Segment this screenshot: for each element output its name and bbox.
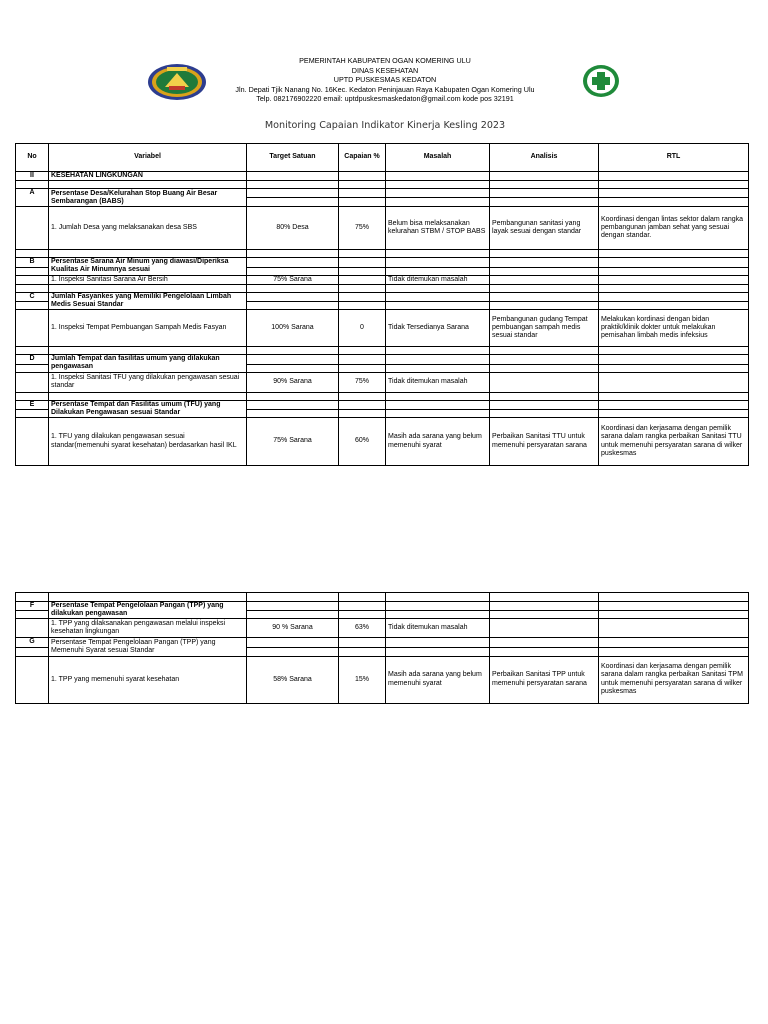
target-value: 75% Sarana bbox=[247, 275, 339, 284]
letterhead bbox=[200, 56, 570, 104]
indicator-item: 1. Inspeksi Sanitasi Sarana Air Bersih bbox=[49, 275, 247, 284]
group-title-row bbox=[16, 292, 749, 301]
section-number: II bbox=[16, 172, 49, 181]
capaian-value bbox=[339, 275, 386, 284]
group-title-row bbox=[16, 602, 749, 611]
rtl-text: Melakukan kordinasi dengan bidan praktik/klinik dokter untuk melakukan pemisahan limbah medis infeksius bbox=[599, 310, 749, 347]
table-row bbox=[16, 418, 749, 466]
capaian-value: 75% bbox=[339, 372, 386, 392]
group-title: Jumlah Fasyankes yang Memiliki Pengelolaan Limbah Medis Sesuai Standar bbox=[49, 292, 247, 309]
group-title: Jumlah Tempat dan fasilitas umum yang dilakukan pengawasan bbox=[49, 355, 247, 372]
capaian-value: 60% bbox=[339, 418, 386, 466]
group-title: Persentase Sarana Air Minum yang diawasi/Diperiksa Kualitas Air Minumnya sesuai bbox=[49, 258, 247, 275]
analisis-text: Pembangunan gudang Tempat pembuangan sampah medis sesuai standar bbox=[490, 310, 599, 347]
column-header: No bbox=[16, 144, 49, 172]
analisis-text: Perbaikan Sanitasi TTU untuk memenuhi persyaratan sarana bbox=[490, 418, 599, 466]
group-number: C bbox=[16, 292, 49, 301]
table-header-row bbox=[16, 144, 749, 172]
rtl-text: Koordinasi dengan lintas sektor dalam rangka pembangunan jamban sehat yang sesuai dengan standar. bbox=[599, 207, 749, 250]
analisis-text bbox=[490, 275, 599, 284]
group-title: Persentase Tempat Pengelolaan Pangan (TPP) yang dilakukan pengawasan bbox=[49, 602, 247, 619]
group-title-row bbox=[16, 189, 749, 198]
group-title-row bbox=[16, 258, 749, 267]
group-number: B bbox=[16, 258, 49, 267]
target-value: 75% Sarana bbox=[247, 418, 339, 466]
table-row bbox=[16, 619, 749, 638]
letterhead-line: DINAS KESEHATAN bbox=[351, 65, 419, 75]
group-title-row bbox=[16, 355, 749, 364]
masalah-text: Tidak Tersedianya Sarana bbox=[386, 310, 490, 347]
column-header: Masalah bbox=[386, 144, 490, 172]
group-number: G bbox=[16, 638, 49, 647]
table-row bbox=[16, 275, 749, 284]
masalah-text: Masih ada sarana yang belum memenuhi syarat bbox=[386, 418, 490, 466]
indicator-item: 1. TPP yang dilaksanakan pengawasan melalui inspeksi kesehatan lingkungan bbox=[49, 619, 247, 638]
column-header: RTL bbox=[599, 144, 749, 172]
analisis-text bbox=[490, 372, 599, 392]
masalah-text: Tidak ditemukan masalah bbox=[386, 619, 490, 638]
column-header: Target Satuan bbox=[247, 144, 339, 172]
group-number: A bbox=[16, 189, 49, 207]
document-title: Monitoring Capaian Indikator Kinerja Kesling 2023 bbox=[264, 120, 506, 131]
capaian-value: 63% bbox=[339, 619, 386, 638]
group-title-row bbox=[16, 638, 749, 647]
letterhead-line: UPTD PUSKESMAS KEDATON bbox=[333, 75, 437, 85]
indicator-table bbox=[15, 143, 749, 466]
masalah-text: Masih ada sarana yang belum memenuhi syarat bbox=[386, 656, 490, 703]
analisis-text bbox=[490, 619, 599, 638]
masalah-text: Tidak ditemukan masalah bbox=[386, 372, 490, 392]
indicator-item: 1. Jumlah Desa yang melaksanakan desa SBS bbox=[49, 207, 247, 250]
rtl-text: Koordinasi dan kerjasama dengan pemilik sarana dalam rangka perbaikan Sanitasi TPM untuk memenuhi persyaratan sarana di wilker puskesmas bbox=[599, 656, 749, 703]
table-row bbox=[16, 372, 749, 392]
indicator-item: 1. TFU yang dilakukan pengawasan sesuai standar(memenuhi syarat kesehatan) berdasarkan hasil IKL bbox=[49, 418, 247, 466]
group-number: D bbox=[16, 355, 49, 364]
target-value: 100% Sarana bbox=[247, 310, 339, 347]
table-row bbox=[16, 310, 749, 347]
column-header: Capaian % bbox=[339, 144, 386, 172]
rtl-text bbox=[599, 275, 749, 284]
column-header: Variabel bbox=[49, 144, 247, 172]
indicator-table-continued bbox=[15, 592, 749, 704]
green-cross-icon bbox=[582, 64, 620, 98]
target-value: 58% Sarana bbox=[247, 656, 339, 703]
group-number: E bbox=[16, 400, 49, 409]
analisis-text: Perbaikan Sanitasi TPP untuk memenuhi persyaratan sarana bbox=[490, 656, 599, 703]
letterhead-line: Jln. Depati Tjik Nanang No. 16Kec. Kedaton Peninjauan Raya Kabupaten Ogan Komering Ulu bbox=[235, 84, 535, 94]
indicator-item: 1. TPP yang memenuhi syarat kesehatan bbox=[49, 656, 247, 703]
capaian-value: 0 bbox=[339, 310, 386, 347]
group-title: Persentase Desa/Kelurahan Stop Buang Air Besar Sembarangan (BABS) bbox=[49, 189, 247, 207]
column-header: Analisis bbox=[490, 144, 599, 172]
regency-emblem-icon bbox=[147, 63, 207, 101]
masalah-text: Tidak ditemukan masalah bbox=[386, 275, 490, 284]
capaian-value: 15% bbox=[339, 656, 386, 703]
group-title-row bbox=[16, 400, 749, 409]
letterhead-line: Telp. 082176902220 email: uptdpuskesmaskedaton@gmail.com kode pos 32191 bbox=[256, 94, 514, 104]
group-title: Persentase Tempat Pengelolaan Pangan (TPP) yang Memenuhi Syarat sesuai Standar bbox=[49, 638, 247, 656]
table-row bbox=[16, 656, 749, 703]
indicator-item: 1. Inspeksi Sanitasi TFU yang dilakukan pengawasan sesuai standar bbox=[49, 372, 247, 392]
indicator-item: 1. Inspeksi Tempat Pembuangan Sampah Medis Fasyan bbox=[49, 310, 247, 347]
letterhead-line: PEMERINTAH KABUPATEN OGAN KOMERING ULU bbox=[299, 56, 471, 65]
group-title: Persentase Tempat dan Fasilitas umum (TFU) yang Dilakukan Pengawasan sesuai Standar bbox=[49, 400, 247, 417]
group-number: F bbox=[16, 602, 49, 611]
masalah-text: Belum bisa melaksanakan kelurahan STBM / STOP BABS bbox=[386, 207, 490, 250]
table-row bbox=[16, 207, 749, 250]
target-value: 90 % Sarana bbox=[247, 619, 339, 638]
section-title: KESEHATAN LINGKUNGAN bbox=[49, 172, 247, 181]
rtl-text bbox=[599, 619, 749, 638]
target-value: 80% Desa bbox=[247, 207, 339, 250]
rtl-text bbox=[599, 372, 749, 392]
section-row bbox=[16, 172, 749, 181]
analisis-text: Pembangunan sanitasi yang layak sesuai dengan standar bbox=[490, 207, 599, 250]
target-value: 90% Sarana bbox=[247, 372, 339, 392]
capaian-value: 75% bbox=[339, 207, 386, 250]
rtl-text: Koordinasi dan kerjasama dengan pemilik sarana dalam rangka perbaikan Sanitasi TTU untuk memenuhi persyaratan sarana di wilker puskesmas bbox=[599, 418, 749, 466]
